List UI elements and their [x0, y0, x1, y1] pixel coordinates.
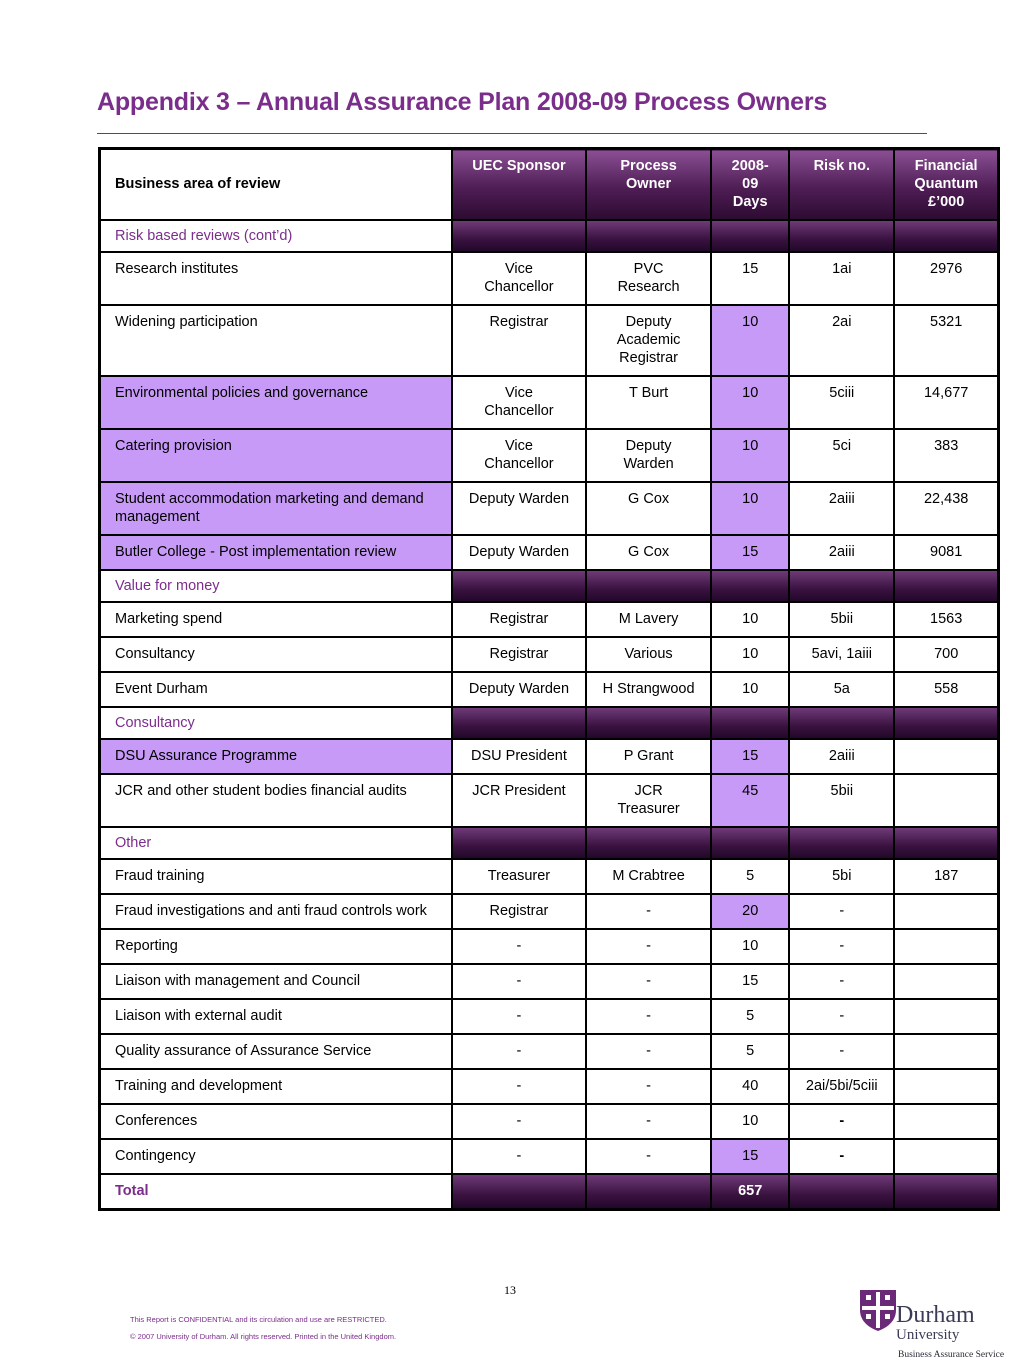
uec-sponsor-cell: Registrar [452, 305, 586, 376]
table-row [100, 482, 999, 535]
header-risk-no: Risk no. [789, 149, 894, 221]
process-owner-cell [586, 827, 711, 859]
financial-quantum-cell [894, 1174, 998, 1210]
uec-sponsor-cell: - [452, 964, 586, 999]
uec-sponsor-cell: Vice Chancellor [452, 252, 586, 305]
financial-quantum-cell [894, 739, 998, 774]
days-cell: 15 [711, 1139, 789, 1174]
days-cell: 15 [711, 535, 789, 570]
logo-service-name: Business Assurance Service [898, 1350, 1005, 1360]
table-row [100, 1104, 999, 1139]
uec-sponsor-cell: Registrar [452, 602, 586, 637]
table-row [100, 964, 999, 999]
days-cell: 15 [711, 964, 789, 999]
uec-sponsor-cell [452, 570, 586, 602]
days-cell: 10 [711, 672, 789, 707]
business-area-cell: Consultancy [100, 637, 452, 672]
days-cell: 5 [711, 1034, 789, 1069]
business-area-cell: Student accommodation marketing and demand management [100, 482, 452, 535]
risk-no-cell: 5avi, 1aiii [789, 637, 894, 672]
days-cell: 5 [711, 999, 789, 1034]
table-row [100, 637, 999, 672]
business-area-cell: Reporting [100, 929, 452, 964]
business-area-cell: JCR and other student bodies financial audits [100, 774, 452, 827]
footer-copyright: © 2007 University of Durham. All rights reserved. Printed in the United Kingdom. [130, 1332, 397, 1341]
financial-quantum-cell: 700 [894, 637, 998, 672]
uec-sponsor-cell: - [452, 999, 586, 1034]
process-owner-cell: M Lavery [586, 602, 711, 637]
table-body [100, 220, 999, 1210]
risk-no-cell [789, 220, 894, 252]
uec-sponsor-cell: JCR President [452, 774, 586, 827]
days-cell: 10 [711, 305, 789, 376]
section-row [100, 220, 999, 252]
financial-quantum-cell [894, 964, 998, 999]
days-cell: 15 [711, 739, 789, 774]
page-title: Appendix 3 – Annual Assurance Plan 2008-09 Process Owners [97, 88, 828, 116]
days-cell: 10 [711, 1104, 789, 1139]
table-row [100, 739, 999, 774]
header-days: 2008- 09 Days [711, 149, 789, 221]
days-cell: 40 [711, 1069, 789, 1104]
days-cell: 10 [711, 429, 789, 482]
financial-quantum-cell: 383 [894, 429, 998, 482]
table-row [100, 999, 999, 1034]
uec-sponsor-cell: DSU President [452, 739, 586, 774]
days-cell: 45 [711, 774, 789, 827]
risk-no-cell: - [789, 929, 894, 964]
uec-sponsor-cell: - [452, 1034, 586, 1069]
risk-no-cell [789, 827, 894, 859]
table-row [100, 894, 999, 929]
business-area-cell: Conferences [100, 1104, 452, 1139]
logo-durham: Durham [896, 1302, 975, 1328]
financial-quantum-cell [894, 707, 998, 739]
table-row [100, 429, 999, 482]
table-row [100, 1034, 999, 1069]
table-row [100, 1069, 999, 1104]
process-owner-cell: - [586, 894, 711, 929]
days-cell [711, 707, 789, 739]
uec-sponsor-cell: - [452, 1139, 586, 1174]
process-owner-cell: Various [586, 637, 711, 672]
table-row [100, 672, 999, 707]
risk-no-cell: 2ai [789, 305, 894, 376]
risk-no-cell: - [789, 999, 894, 1034]
durham-university-logo [858, 1288, 1024, 1365]
section-row [100, 707, 999, 739]
days-cell [711, 220, 789, 252]
process-owner-cell: JCR Treasurer [586, 774, 711, 827]
business-area-cell: Fraud training [100, 859, 452, 894]
risk-no-cell [789, 1174, 894, 1210]
business-area-cell: Widening participation [100, 305, 452, 376]
process-owner-cell: T Burt [586, 376, 711, 429]
risk-no-cell: 5a [789, 672, 894, 707]
uec-sponsor-cell: Registrar [452, 637, 586, 672]
risk-no-cell: 1ai [789, 252, 894, 305]
risk-no-cell [789, 707, 894, 739]
business-area-cell: Value for money [100, 570, 452, 602]
business-area-cell: Risk based reviews (cont’d) [100, 220, 452, 252]
process-owner-cell: - [586, 1069, 711, 1104]
days-cell: 5 [711, 859, 789, 894]
financial-quantum-cell: 9081 [894, 535, 998, 570]
risk-no-cell: - [789, 964, 894, 999]
table-row [100, 1139, 999, 1174]
process-owner-cell [586, 707, 711, 739]
financial-quantum-cell [894, 1034, 998, 1069]
process-owner-cell: - [586, 999, 711, 1034]
business-area-cell: Total [100, 1174, 452, 1210]
financial-quantum-cell [894, 1139, 998, 1174]
durham-crest-icon [858, 1288, 898, 1332]
risk-no-cell: - [789, 1034, 894, 1069]
uec-sponsor-cell: Registrar [452, 894, 586, 929]
process-owner-cell [586, 220, 711, 252]
financial-quantum-cell: 558 [894, 672, 998, 707]
financial-quantum-cell: 2976 [894, 252, 998, 305]
page-number: 13 [504, 1283, 516, 1297]
business-area-cell: Environmental policies and governance [100, 376, 452, 429]
financial-quantum-cell: 1563 [894, 602, 998, 637]
risk-no-cell: 5ci [789, 429, 894, 482]
process-owner-cell [586, 570, 711, 602]
business-area-cell: Event Durham [100, 672, 452, 707]
financial-quantum-cell: 5321 [894, 305, 998, 376]
risk-no-cell: 5ciii [789, 376, 894, 429]
process-owner-cell: - [586, 1034, 711, 1069]
header-business-area: Business area of review [100, 149, 452, 221]
business-area-cell: Research institutes [100, 252, 452, 305]
uec-sponsor-cell: - [452, 1069, 586, 1104]
risk-no-cell: 2aiii [789, 482, 894, 535]
table-row [100, 305, 999, 376]
uec-sponsor-cell: Deputy Warden [452, 535, 586, 570]
financial-quantum-cell [894, 1104, 998, 1139]
business-area-cell: Consultancy [100, 707, 452, 739]
days-cell: 10 [711, 482, 789, 535]
process-owner-cell: Deputy Academic Registrar [586, 305, 711, 376]
process-owner-cell: - [586, 964, 711, 999]
risk-no-cell: 2ai/5bi/5ciii [789, 1069, 894, 1104]
days-cell: 10 [711, 929, 789, 964]
risk-no-cell: 5bii [789, 774, 894, 827]
financial-quantum-cell [894, 774, 998, 827]
risk-no-cell: 5bi [789, 859, 894, 894]
uec-sponsor-cell [452, 827, 586, 859]
assurance-plan-table [98, 147, 1000, 1211]
total-row [100, 1174, 999, 1210]
process-owner-cell: Deputy Warden [586, 429, 711, 482]
process-owner-cell: - [586, 929, 711, 964]
days-cell: 20 [711, 894, 789, 929]
title-divider [97, 133, 927, 134]
process-owner-cell: G Cox [586, 535, 711, 570]
financial-quantum-cell: 14,677 [894, 376, 998, 429]
uec-sponsor-cell: Vice Chancellor [452, 429, 586, 482]
process-owner-cell: - [586, 1139, 711, 1174]
days-cell: 10 [711, 602, 789, 637]
financial-quantum-cell [894, 570, 998, 602]
business-area-cell: Other [100, 827, 452, 859]
table-row [100, 535, 999, 570]
days-cell: 15 [711, 252, 789, 305]
process-owner-cell: G Cox [586, 482, 711, 535]
financial-quantum-cell [894, 999, 998, 1034]
risk-no-cell: - [789, 894, 894, 929]
business-area-cell: Contingency [100, 1139, 452, 1174]
footer-confidential: This Report is CONFIDENTIAL and its circulation and use are RESTRICTED. [130, 1315, 387, 1324]
process-owner-cell: - [586, 1104, 711, 1139]
uec-sponsor-cell: - [452, 929, 586, 964]
process-owner-cell: H Strangwood [586, 672, 711, 707]
uec-sponsor-cell: Treasurer [452, 859, 586, 894]
risk-no-cell: - [789, 1139, 894, 1174]
business-area-cell: Liaison with external audit [100, 999, 452, 1034]
days-cell [711, 827, 789, 859]
business-area-cell: Catering provision [100, 429, 452, 482]
uec-sponsor-cell [452, 707, 586, 739]
financial-quantum-cell [894, 929, 998, 964]
risk-no-cell [789, 570, 894, 602]
days-cell: 10 [711, 376, 789, 429]
header-financial-quantum: Financial Quantum £’000 [894, 149, 998, 221]
process-owner-cell: PVC Research [586, 252, 711, 305]
financial-quantum-cell [894, 1069, 998, 1104]
financial-quantum-cell [894, 894, 998, 929]
financial-quantum-cell [894, 827, 998, 859]
header-process-owner: Process Owner [586, 149, 711, 221]
table-row [100, 859, 999, 894]
days-cell: 657 [711, 1174, 789, 1210]
business-area-cell: Liaison with management and Council [100, 964, 452, 999]
risk-no-cell: 2aiii [789, 535, 894, 570]
risk-no-cell: - [789, 1104, 894, 1139]
business-area-cell: Training and development [100, 1069, 452, 1104]
section-row [100, 827, 999, 859]
uec-sponsor-cell: Vice Chancellor [452, 376, 586, 429]
risk-no-cell: 5bii [789, 602, 894, 637]
business-area-cell: Quality assurance of Assurance Service [100, 1034, 452, 1069]
logo-university: University [896, 1327, 960, 1343]
uec-sponsor-cell [452, 1174, 586, 1210]
financial-quantum-cell: 187 [894, 859, 998, 894]
days-cell [711, 570, 789, 602]
business-area-cell: Fraud investigations and anti fraud controls work [100, 894, 452, 929]
header-uec-sponsor: UEC Sponsor [452, 149, 586, 221]
days-cell: 10 [711, 637, 789, 672]
table-row [100, 774, 999, 827]
business-area-cell: DSU Assurance Programme [100, 739, 452, 774]
table-row [100, 929, 999, 964]
uec-sponsor-cell: Deputy Warden [452, 672, 586, 707]
table-row [100, 602, 999, 637]
table-row [100, 376, 999, 429]
uec-sponsor-cell: Deputy Warden [452, 482, 586, 535]
financial-quantum-cell: 22,438 [894, 482, 998, 535]
table-header-row [100, 149, 999, 221]
financial-quantum-cell [894, 220, 998, 252]
uec-sponsor-cell: - [452, 1104, 586, 1139]
business-area-cell: Marketing spend [100, 602, 452, 637]
business-area-cell: Butler College - Post implementation review [100, 535, 452, 570]
process-owner-cell: P Grant [586, 739, 711, 774]
table-row [100, 252, 999, 305]
section-row [100, 570, 999, 602]
process-owner-cell: M Crabtree [586, 859, 711, 894]
uec-sponsor-cell [452, 220, 586, 252]
risk-no-cell: 2aiii [789, 739, 894, 774]
process-owner-cell [586, 1174, 711, 1210]
